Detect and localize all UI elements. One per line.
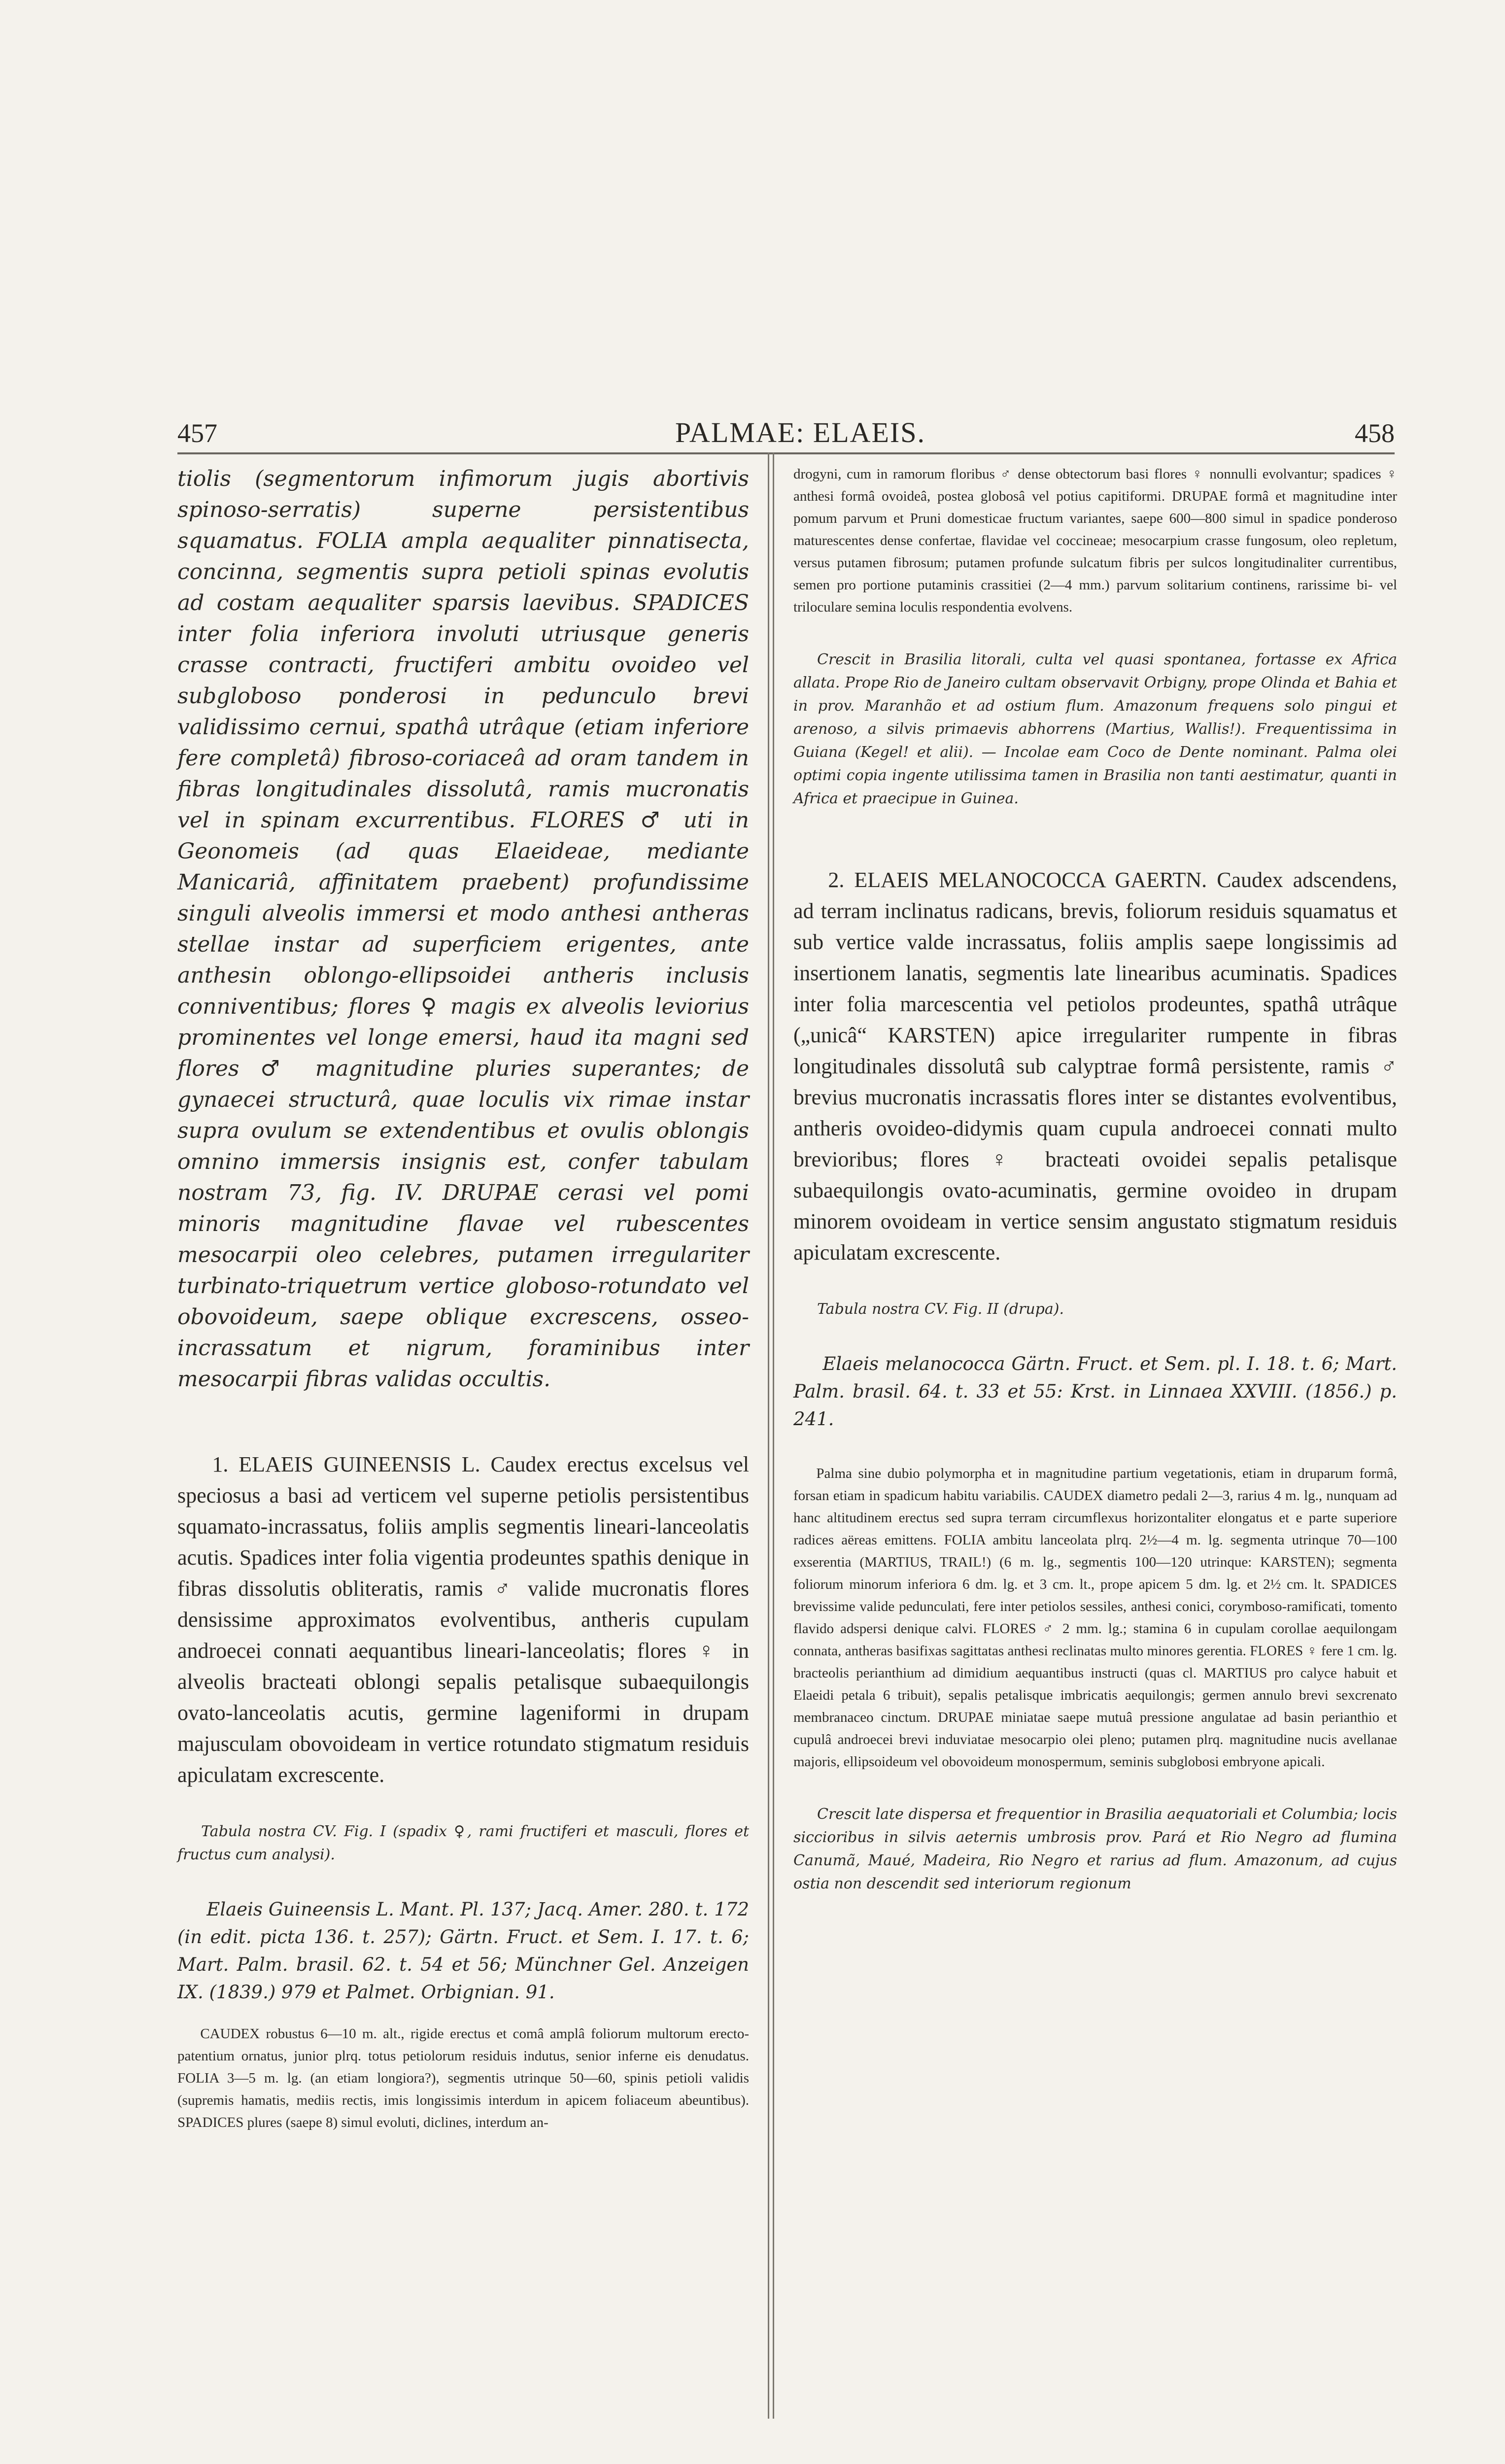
- species-2-description: Palma sine dubio polymorpha et in magnitudine partium vegetationis, etiam in druparum formâ, forsan etiam in spadicum habitu variabilis. CAUDEX diametro pedali 2—3, rarius 4 m. lg., nunquam ad hanc altitudinem erectus sed supra terram circumflexus horizontaliter elongatus et e parte superiore radices aëreas emittens. FOLIA ambitu lanceolata plrq. 2½—4 m. lg. segmenta utrinque 70—100 exserentia (MARTIUS, TRAIL!) (6 m. lg., segmentis 100—120 utrinque: KARSTEN); segmenta foliorum minorum inferiora 6 dm. lg. et 3 cm. lt., prope apicem 5 dm. lg. et 2½ cm. lt. SPADICES brevissime valide pedunculati, fere inter petiolos sessiles, anthesi conici, corymboso-ramificati, tomento flavido adspersi denique calvi. FLORES ♂ 2 mm. lg.; stamina 6 in cupulam corollae aequilongam connata, antheras basifixas sagittatas anthesi reclinatas multo minores gerentia. FLORES ♀ fere 1 cm. lg. bracteolis perianthium ad dimidium aequantibus instructi (quas cl. MARTIUS pro calyce habuit et Elaeidi petala 6 tribuit), sepalis petalisque imbricatis aequilongis; germen annulo brevi sexcrenato membranaceo cinctum. DRUPAE miniatae saepe mutuâ pressione angulatae ad basin perianthio et cupulâ androecei brevi induviatae mesocarpio olei pleno; putamen plrq. magnitudine nucis avellanae majoris, ellipsoideum vel obovoideum monospermum, seminis subglobosi embryone apicali.: [793, 1466, 1397, 1770]
- species-2-diagnosis: 2. ELAEIS MELANOCOCCA GAERTN. Caudex adscendens, ad terram inclinatus radicans, brevis, foliorum residuis squamatus et sub vertice valde incrassatus, foliis amplis saepe longissimis ad insertionem lanatis, segmentis late linearibus acuminatis. Spadices inter folia marcescentia vel petiolos prodeuntes, spathâ utrâque („unicâ“ KARSTEN) apice irregulariter rumpente in fibras longitudinales dissolutâ sub calyptrae formâ persistente, ramis ♂ brevius mucronatis incrassatis flores inter se distantes evolventibus, antheris ovoideo-didymis quam cupula androecei connati multo brevioribus; flores ♀ bracteati ovoidei sepalis petalisque subaequilongis ovato-acuminatis, germine ovoideo in drupam minorem ovoideam in vertice sensim angustato stigmatum residuis apiculatam excrescente.: [793, 868, 1397, 1265]
- page-number-right: 458: [1355, 418, 1395, 448]
- right-column: [793, 463, 1397, 1895]
- species-2-literature: Elaeis melanococca Gärtn. Fruct. et Sem. pl. I. 18. t. 6; Mart. Palm. brasil. 64. t. 33 et 55: Krst. in Linnaea XXVIII. (1856.) p. 241.: [793, 1353, 1397, 1430]
- species-1-description-continued: drogyni, cum in ramorum floribus ♂ dense obtectorum basi flores ♀ nonnulli evolvantur; spadices ♀ anthesi formâ ovoideâ, postea globosâ vel potius capitiformi. DRUPAE formâ et magnitudine inter pomum parvum et Pruni domesticae fructum variantes, saepe 600—800 simul in spadice ponderoso maturescentes dense confertae, flavidae vel coccineae; mesocarpium crasse fungosum, oleo repletum, versus putamen fibrosum; putamen profunde sulcatum fibris per sulcos longitudinaliter currentibus, semen pro portione putaminis crassitiei (2—4 mm.) parvum solitarium continens, rarissime bi- vel triloculare semina loculis respondentia evolvens.: [793, 466, 1397, 615]
- species-1-description: CAUDEX robustus 6—10 m. alt., rigide erectus et comâ amplâ foliorum multorum erecto-patentium ornatus, junior plrq. totus petiolorum residuis indutus, senior inferne eis denudatus. FOLIA 3—5 m. lg. (an etiam longiora?), segmentis utrinque 50—60, spinis petioli validis (supremis hamatis, mediis rectis, imis longissimis interdum in apicem foliaceum abeuntibus). SPADICES plures (saepe 8) simul evoluti, diclines, interdum an-: [177, 2026, 749, 2130]
- species-1-diagnosis: 1. ELAEIS GUINEENSIS L. Caudex erectus excelsus vel speciosus a basi ad verticem vel superne petiolis persistentibus squamato-incrassatus, foliis amplis segmentis lineari-lanceolatis acutis. Spadices inter folia vigentia prodeuntes spathis denique in fibras dissolutis obliteratis, ramis ♂ valide mucronatis flores densissime approximatos evolventibus, antheris cupulam androecei connati aequantibus lineari-lanceolatis; flores ♀ in alveolis bracteati oblongi sepalis petalisque subaequilongis ovato-lanceolatis acutis, germine lageniformi in drupam majusculam obovoideam in vertice rotundato stigmatum residuis apiculatam excrescente.: [177, 1452, 749, 1787]
- genus-description-continued: tiolis (segmentorum infimorum jugis abortivis spinoso-serratis) superne persistentibus squamatus. FOLIA ampla aequaliter pinnatisecta, concinna, segmentis supra petioli spinas evolutis ad costam aequaliter sparsis laevibus. SPADICES inter folia inferiora involuti utriusque generis crasse contracti, fructiferi ambitu ovoideo vel subgloboso ponderosi in pedunculo brevi validissimo cernui, spathâ utrâque (etiam inferiore fere completâ) fibroso-coriaceâ ad oram tandem in fibras longitudinales dissolutâ, ramis mucronatis vel in spinam excurrentibus. FLORES ♂ uti in Geonomeis (ad quas Elaeideae, mediante Manicariâ, affinitatem praebent) profundissime singuli alveolis immersi et modo anthesi antheras stellae instar ad superficiem erigentes, ante anthesin oblongo-ellipsoidei antheris inclusis conniventibus; flores ♀ magis ex alveolis leviorius prominentes vel longe emersi, haud ita magni sed flores ♂ magnitudine pluries superantes; de gynaecei structurâ, quae loculis vix rimae instar supra ovulum se extendentibus et ovulis oblongis omnino immersis insignis est, confer tabulam nostram 73, fig. IV. DRUPAE cerasi vel pomi minoris magnitudine flavae vel rubescentes mesocarpii oleo celebres, putamen irregulariter turbinato-triquetrum vertice globoso-rotundato vel obovoideum, saepe oblique excrescens, osseo-incrassatum et nigrum, foraminibus inter mesocarpii fibras validas occultis.: [177, 466, 749, 1392]
- species-1-habitat: Crescit in Brasilia litorali, culta vel quasi spontanea, fortasse ex Africa allata. Prope Rio de Janeiro cultam observavit Orbigny, prope Olinda et Bahia et in prov. Maranhão et ad ostium flum. Amazonum frequens solo pingui et arenoso, a silvis primaevis abhorrens (Martius, Wallis!). Frequentissima in Guiana (Kegel! et alii). — Incolae eam Coco de Dente nominant. Palma olei optimi copia ingente utilissima tamen in Brasilia non tanti aestimatur, quanti in Africa et praecipue in Guinea.: [793, 651, 1397, 807]
- page-header: [177, 413, 1395, 457]
- running-title: PALMAE: ELAEIS.: [675, 416, 925, 448]
- header-rule: [177, 452, 1395, 454]
- page-number-left: 457: [177, 418, 217, 448]
- species-2-habitat: Crescit late dispersa et frequentior in Brasilia aequatoriali et Columbia; locis siccioribus in silvis aeternis umbrosis prov. Pará et Rio Negro ad flumina Canumã, Maué, Madeira, Rio Negro et rarius ad flum. Amazonum, ad cujus ostia non descendit sed interiorum regionum: [793, 1806, 1397, 1892]
- species-2-plate-reference: Tabula nostra CV. Fig. II (drupa).: [817, 1300, 1064, 1318]
- species-1-literature: Elaeis Guineensis L. Mant. Pl. 137; Jacq. Amer. 280. t. 172 (in edit. picta 136. t. 257); Gärtn. Fruct. et Sem. I. 17. t. 6; Mart. Palm. brasil. 62. t. 54 et 56; Münchner Gel. Anzeigen IX. (1839.) 979 et Palmet. Orbignian. 91.: [177, 1899, 749, 2003]
- column-divider: [767, 452, 776, 2419]
- left-column: [177, 463, 749, 2134]
- species-1-plate-reference: Tabula nostra CV. Fig. I (spadix ♀, rami fructiferi et masculi, flores et fructus cum analysi).: [177, 1823, 749, 1863]
